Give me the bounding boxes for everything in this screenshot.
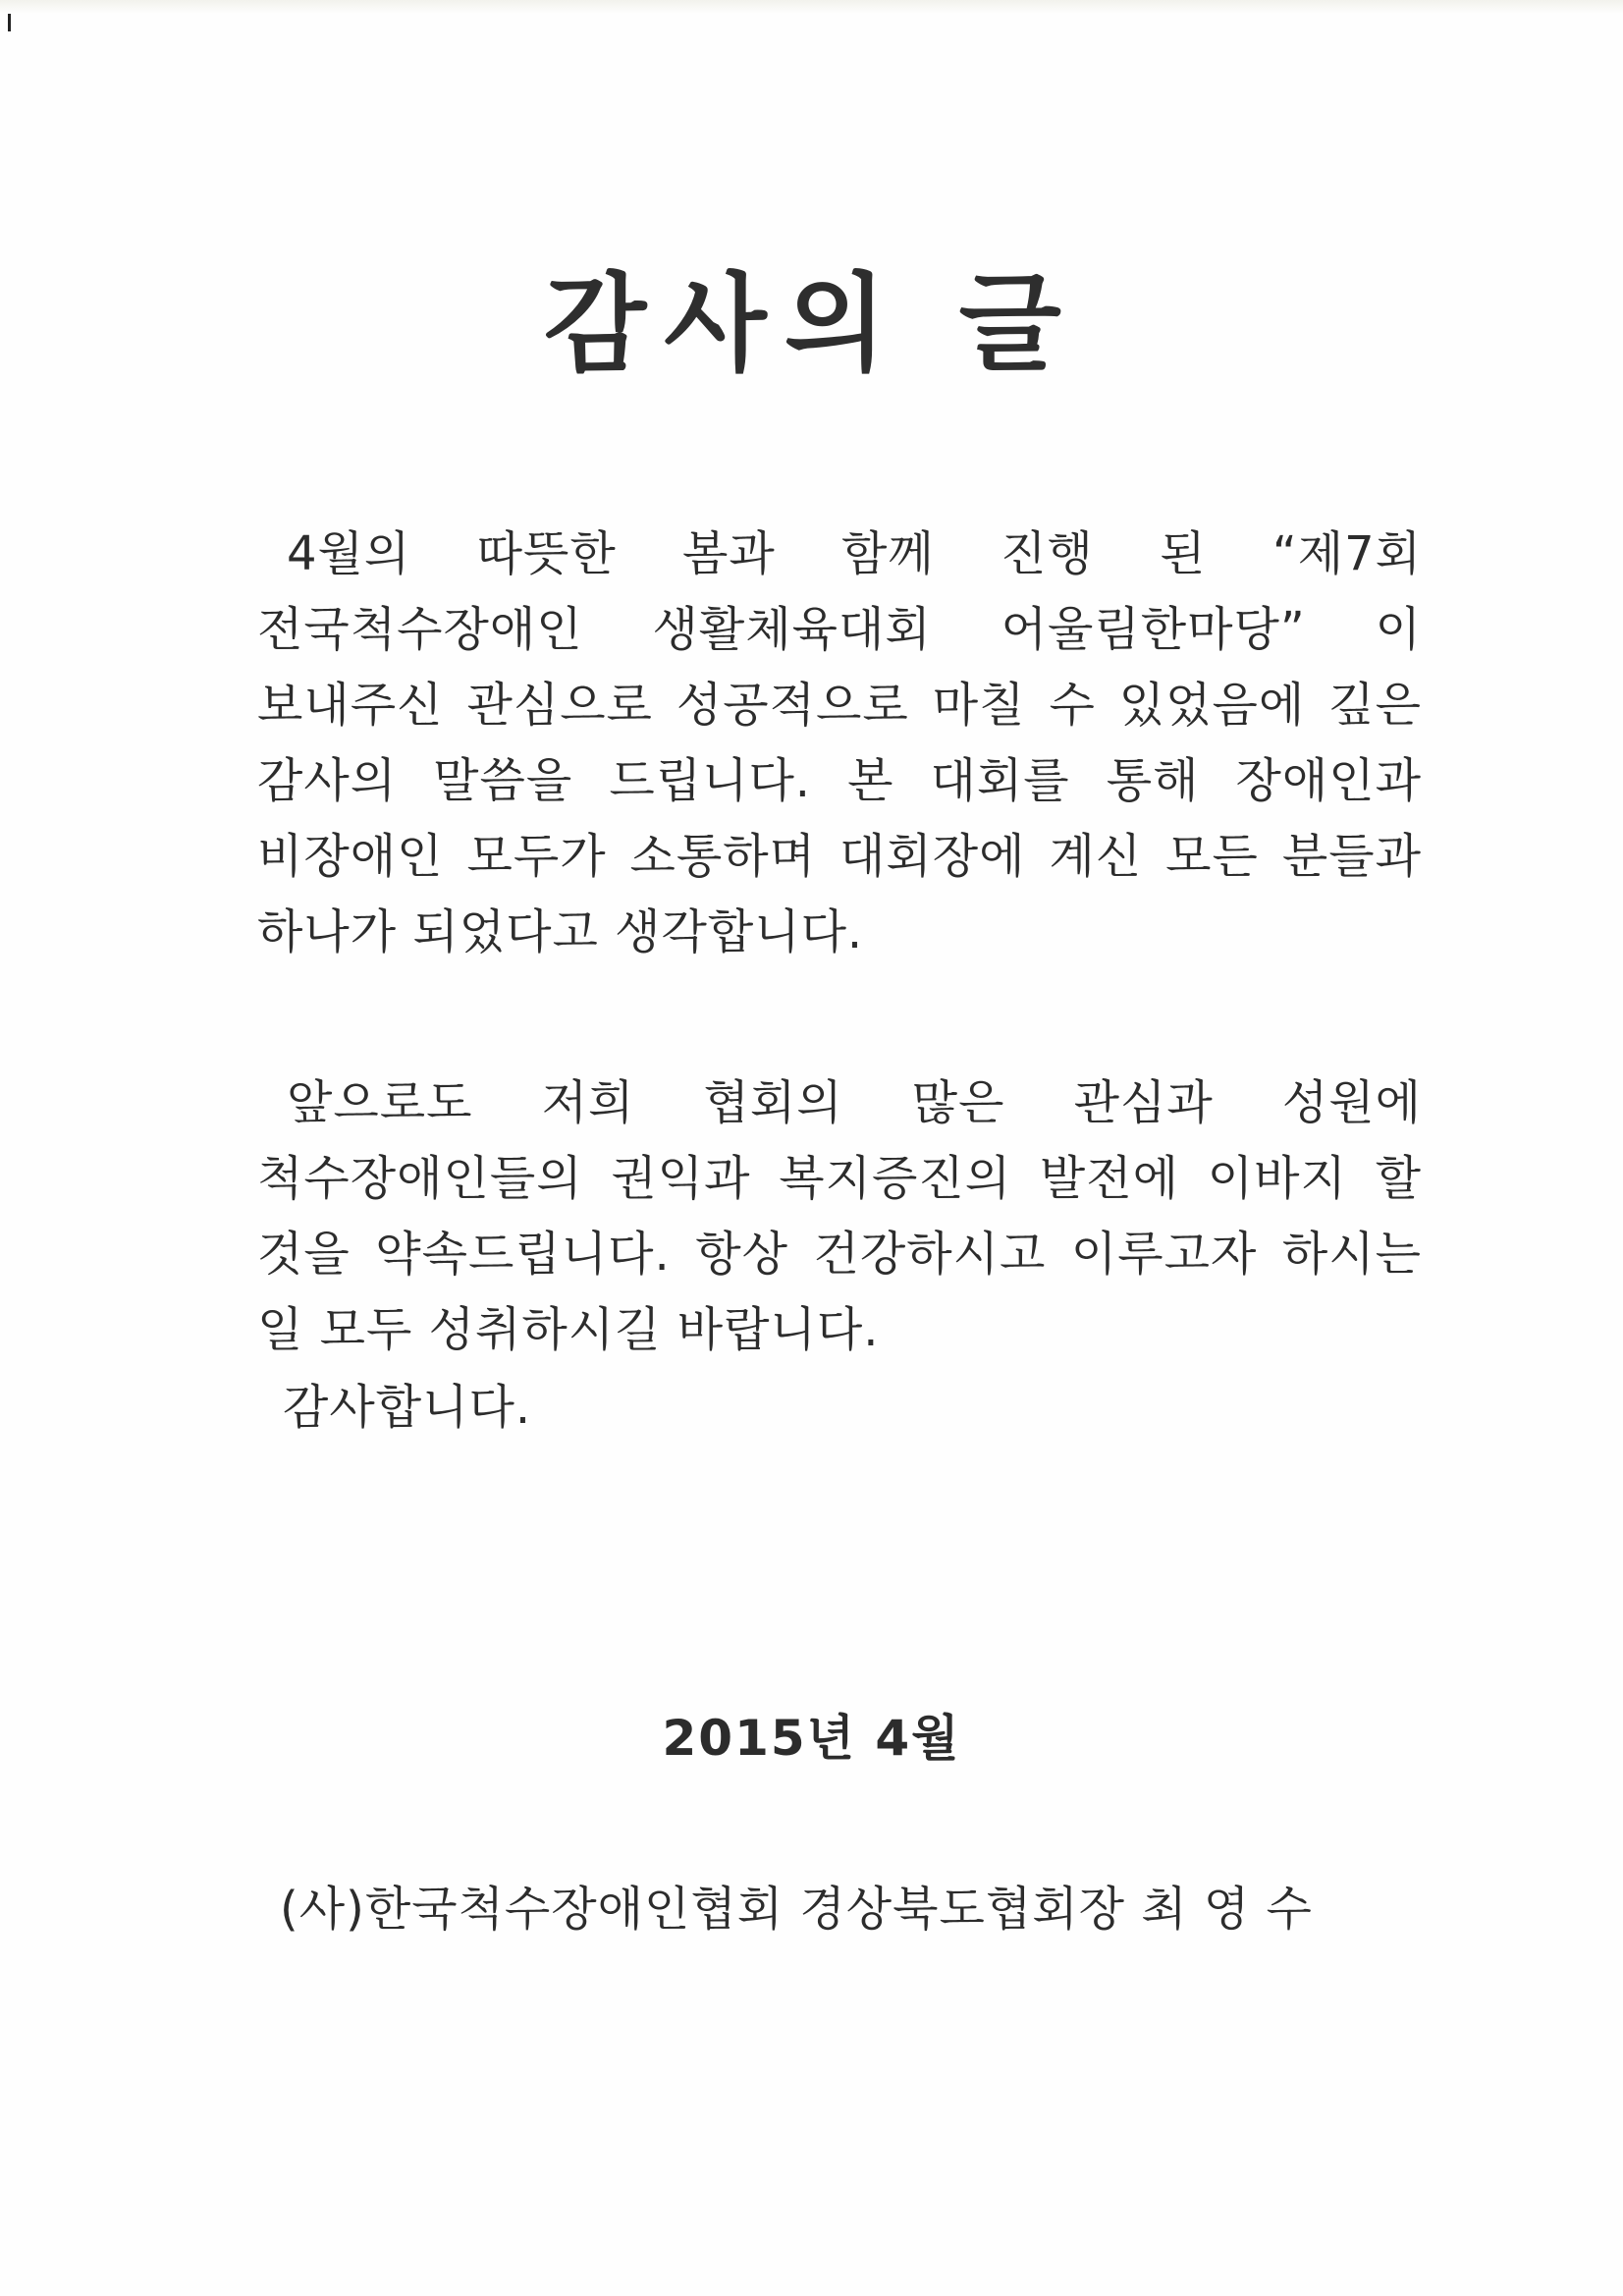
scan-top-edge <box>0 0 1623 14</box>
body-paragraph-2: 앞으로도 저희 협회의 많은 관심과 성원에 척수장애인들의 권익과 복지증진의 발전에 이바지 할 것을 약속드립니다. 항상 건강하시고 이루고자 하시는 일 모두 성취하시길 바랍니다. <box>257 1075 1422 1357</box>
document-title: 감사의 글 <box>544 263 1079 386</box>
closing-text: 감사합니다. <box>283 1380 532 1435</box>
document-date: 2015년 4월 <box>662 1710 961 1767</box>
scan-mark <box>8 14 11 31</box>
signature-line: (사)한국척수장애인협회 경상북도협회장 최 영 수 <box>280 1882 1313 1937</box>
body-paragraph-1: 4월의 따뜻한 봄과 함께 진행 된 “제7회 전국척수장애인 생활체육대회 어울림한마당” 이 보내주신 관심으로 성공적으로 마칠 수 있었음에 깊은 감사의 말씀을 드립니다. 본 대회를 통해 장애인과 비장애인 모두가 소통하며 대회장에 계신 모든 분들과 하나가 되었다고 생각합니다. <box>257 526 1422 959</box>
